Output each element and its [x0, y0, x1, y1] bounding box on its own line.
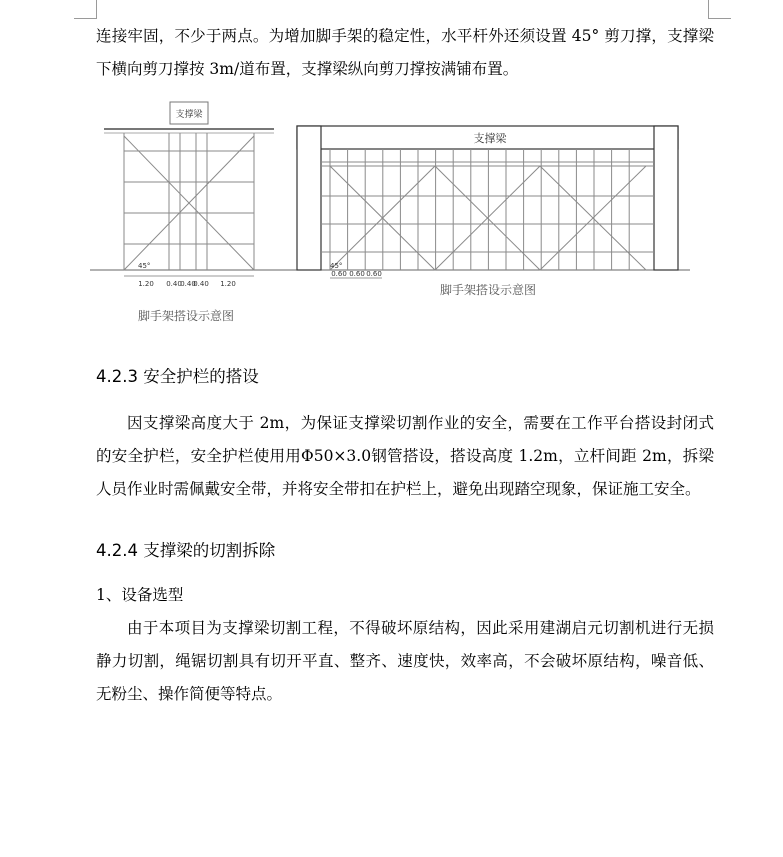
page-corner-mark-left	[74, 0, 97, 19]
left-scaffold-drawing	[104, 102, 274, 323]
section-423-heading: 4.2.3 安全护栏的搭设	[96, 367, 259, 386]
left-dim-3: 0.40	[180, 280, 196, 288]
left-dimension-labels	[138, 280, 236, 288]
section-424-paragraph: 由于本项目为支撑梁切割工程，不得破坏原结构，因此采用建湖启元切割机进行无损静力切割，绳锯切割具有切开平直、整齐、速度快，效率高，不会破坏原结构，噪音低、无粉尘、操作简便等特点。	[96, 619, 714, 703]
right-beam-label: 支撑梁	[473, 132, 507, 145]
page-corner-mark-right	[708, 0, 731, 19]
section-424-sub-item: 1、设备选型	[96, 586, 184, 604]
intro-paragraph: 连接牢固，不少于两点。为增加脚手架的稳定性，水平杆外还须设置 45° 剪刀撑，支撑梁下横向剪刀撑按 3m/道布置，支撑梁纵向剪刀撑按满铺布置。	[96, 27, 714, 78]
right-dim-2: 0.60	[349, 270, 365, 278]
section-424-heading: 4.2.4 支撑梁的切割拆除	[96, 541, 276, 560]
left-dim-2: 0.40	[166, 280, 182, 288]
right-frame	[321, 149, 654, 270]
left-dim-1: 1.20	[138, 280, 154, 288]
left-frame	[124, 133, 254, 270]
section-423-paragraph: 因支撑梁高度大于 2m，为保证支撑梁切割作业的安全，需要在工作平台搭设封闭式的安全护栏，安全护栏使用用Φ50×3.0钢管搭设，搭设高度 1.2m，立杆间距 2m，拆梁人员作业时需佩戴安全带，并将安全带扣在护栏上，避免出现踏空现象，保证施工安全。	[96, 414, 714, 498]
scaffold-diagram	[90, 96, 690, 332]
left-angle-label: 45°	[138, 262, 151, 270]
left-dim-5: 1.20	[220, 280, 236, 288]
left-beam-label: 支撑梁	[175, 110, 203, 120]
scaffold-figure	[90, 96, 690, 332]
right-figure-caption: 脚手架搭设示意图	[439, 283, 537, 297]
left-dim-4: 0.40	[193, 280, 209, 288]
right-dim-3: 0.60	[366, 270, 382, 278]
left-figure-caption: 脚手架搭设示意图	[137, 309, 235, 323]
right-scaffold-drawing	[297, 126, 678, 297]
right-right-column	[654, 126, 678, 270]
right-dim-1: 0.60	[331, 270, 347, 278]
right-angle-label: 45°	[330, 262, 343, 270]
right-left-column	[297, 126, 321, 270]
